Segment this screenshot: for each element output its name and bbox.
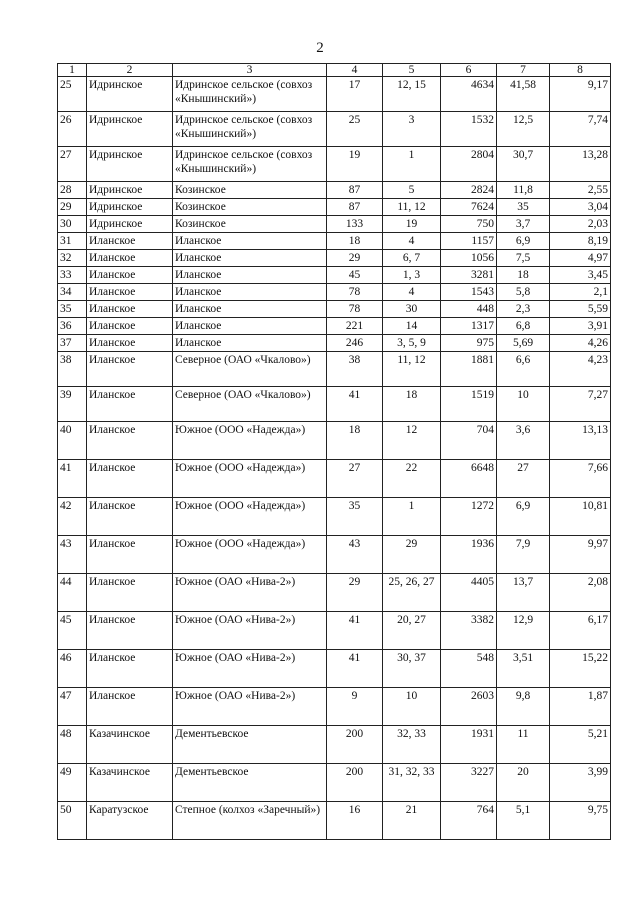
value-cell-7: 10 xyxy=(497,387,550,422)
value-cell-4: 18 xyxy=(327,233,383,250)
value-cell-6: 1881 xyxy=(441,352,497,387)
value-cell-6: 1157 xyxy=(441,233,497,250)
value-cell-7: 30,7 xyxy=(497,147,550,182)
settlement-cell: Южное (ООО «Надежда») xyxy=(173,536,327,574)
value-cell-4: 221 xyxy=(327,318,383,335)
settlement-cell: Иланское xyxy=(173,267,327,284)
value-cell-6: 3281 xyxy=(441,267,497,284)
value-cell-8: 4,26 xyxy=(550,335,611,352)
value-cell-4: 200 xyxy=(327,726,383,764)
value-cell-8: 3,91 xyxy=(550,318,611,335)
value-cell-4: 19 xyxy=(327,147,383,182)
settlement-cell: Южное (ОАО «Нива-2») xyxy=(173,688,327,726)
value-cell-5: 19 xyxy=(383,216,441,233)
value-cell-5: 1 xyxy=(383,498,441,536)
table-row xyxy=(58,688,611,726)
value-cell-6: 1936 xyxy=(441,536,497,574)
row-number-cell: 39 xyxy=(58,387,87,422)
value-cell-6: 1931 xyxy=(441,726,497,764)
table-row xyxy=(58,387,611,422)
value-cell-7: 3,6 xyxy=(497,422,550,460)
value-cell-5: 18 xyxy=(383,387,441,422)
district-cell: Идринское xyxy=(87,199,173,216)
value-cell-7: 41,58 xyxy=(497,77,550,112)
header-cell: 1 xyxy=(58,64,87,77)
value-cell-5: 29 xyxy=(383,536,441,574)
value-cell-7: 7,9 xyxy=(497,536,550,574)
district-cell: Иланское xyxy=(87,335,173,352)
row-number-cell: 41 xyxy=(58,460,87,498)
district-cell: Казачинское xyxy=(87,726,173,764)
value-cell-7: 11 xyxy=(497,726,550,764)
value-cell-6: 1056 xyxy=(441,250,497,267)
value-cell-5: 1, 3 xyxy=(383,267,441,284)
value-cell-6: 2824 xyxy=(441,182,497,199)
value-cell-7: 5,1 xyxy=(497,802,550,840)
table-row xyxy=(58,536,611,574)
row-number-cell: 25 xyxy=(58,77,87,112)
value-cell-5: 30, 37 xyxy=(383,650,441,688)
district-cell: Иланское xyxy=(87,301,173,318)
value-cell-4: 87 xyxy=(327,199,383,216)
settlement-cell: Иланское xyxy=(173,250,327,267)
settlement-cell: Южное (ООО «Надежда») xyxy=(173,460,327,498)
value-cell-8: 10,81 xyxy=(550,498,611,536)
settlement-cell: Иланское xyxy=(173,335,327,352)
value-cell-6: 2603 xyxy=(441,688,497,726)
row-number-cell: 35 xyxy=(58,301,87,318)
value-cell-7: 12,5 xyxy=(497,112,550,147)
value-cell-7: 2,3 xyxy=(497,301,550,318)
district-cell: Иланское xyxy=(87,498,173,536)
value-cell-4: 25 xyxy=(327,112,383,147)
settlement-cell: Южное (ОАО «Нива-2») xyxy=(173,574,327,612)
value-cell-7: 6,9 xyxy=(497,233,550,250)
value-cell-6: 6648 xyxy=(441,460,497,498)
value-cell-5: 22 xyxy=(383,460,441,498)
value-cell-8: 13,28 xyxy=(550,147,611,182)
row-number-cell: 30 xyxy=(58,216,87,233)
row-number-cell: 38 xyxy=(58,352,87,387)
value-cell-8: 9,75 xyxy=(550,802,611,840)
district-cell: Иланское xyxy=(87,688,173,726)
district-cell: Идринское xyxy=(87,147,173,182)
value-cell-8: 3,99 xyxy=(550,764,611,802)
value-cell-5: 1 xyxy=(383,147,441,182)
settlement-cell: Иланское xyxy=(173,318,327,335)
settlement-cell: Южное (ООО «Надежда») xyxy=(173,422,327,460)
row-number-cell: 40 xyxy=(58,422,87,460)
value-cell-6: 704 xyxy=(441,422,497,460)
settlement-cell: Южное (ОАО «Нива-2») xyxy=(173,612,327,650)
value-cell-4: 41 xyxy=(327,612,383,650)
table-row xyxy=(58,460,611,498)
settlement-cell: Козинское xyxy=(173,182,327,199)
value-cell-7: 6,6 xyxy=(497,352,550,387)
value-cell-7: 3,7 xyxy=(497,216,550,233)
settlement-cell: Иланское xyxy=(173,284,327,301)
value-cell-5: 4 xyxy=(383,284,441,301)
value-cell-8: 2,03 xyxy=(550,216,611,233)
value-cell-7: 13,7 xyxy=(497,574,550,612)
district-cell: Идринское xyxy=(87,216,173,233)
value-cell-6: 1543 xyxy=(441,284,497,301)
settlement-cell: Южное (ОАО «Нива-2») xyxy=(173,650,327,688)
district-cell: Идринское xyxy=(87,112,173,147)
value-cell-4: 16 xyxy=(327,802,383,840)
district-cell: Иланское xyxy=(87,387,173,422)
header-cell: 3 xyxy=(173,64,327,77)
row-number-cell: 37 xyxy=(58,335,87,352)
settlement-cell: Южное (ООО «Надежда») xyxy=(173,498,327,536)
value-cell-8: 2,08 xyxy=(550,574,611,612)
value-cell-8: 5,59 xyxy=(550,301,611,318)
value-cell-6: 1272 xyxy=(441,498,497,536)
value-cell-6: 548 xyxy=(441,650,497,688)
district-cell: Иланское xyxy=(87,318,173,335)
district-cell: Иланское xyxy=(87,422,173,460)
value-cell-8: 13,13 xyxy=(550,422,611,460)
value-cell-7: 18 xyxy=(497,267,550,284)
value-cell-8: 3,04 xyxy=(550,199,611,216)
value-cell-4: 35 xyxy=(327,498,383,536)
value-cell-8: 2,55 xyxy=(550,182,611,199)
value-cell-8: 4,97 xyxy=(550,250,611,267)
value-cell-8: 4,23 xyxy=(550,352,611,387)
value-cell-5: 21 xyxy=(383,802,441,840)
district-cell: Иланское xyxy=(87,574,173,612)
row-number-cell: 28 xyxy=(58,182,87,199)
value-cell-4: 45 xyxy=(327,267,383,284)
value-cell-6: 4634 xyxy=(441,77,497,112)
district-cell: Казачинское xyxy=(87,764,173,802)
settlement-cell: Северное (ОАО «Чкалово») xyxy=(173,387,327,422)
value-cell-4: 38 xyxy=(327,352,383,387)
row-number-cell: 48 xyxy=(58,726,87,764)
settlement-cell: Северное (ОАО «Чкалово») xyxy=(173,352,327,387)
value-cell-6: 3382 xyxy=(441,612,497,650)
value-cell-4: 29 xyxy=(327,574,383,612)
table-row xyxy=(58,498,611,536)
value-cell-4: 246 xyxy=(327,335,383,352)
value-cell-7: 7,5 xyxy=(497,250,550,267)
value-cell-7: 12,9 xyxy=(497,612,550,650)
value-cell-7: 11,8 xyxy=(497,182,550,199)
table-row xyxy=(58,352,611,387)
value-cell-6: 1317 xyxy=(441,318,497,335)
value-cell-8: 1,87 xyxy=(550,688,611,726)
value-cell-5: 3 xyxy=(383,112,441,147)
value-cell-7: 27 xyxy=(497,460,550,498)
value-cell-4: 78 xyxy=(327,284,383,301)
row-number-cell: 29 xyxy=(58,199,87,216)
district-cell: Иланское xyxy=(87,250,173,267)
table-row xyxy=(58,267,611,284)
table-row xyxy=(58,422,611,460)
value-cell-5: 25, 26, 27 xyxy=(383,574,441,612)
value-cell-7: 9,8 xyxy=(497,688,550,726)
row-number-cell: 32 xyxy=(58,250,87,267)
table-row xyxy=(58,335,611,352)
table-row xyxy=(58,301,611,318)
value-cell-4: 78 xyxy=(327,301,383,318)
value-cell-6: 1532 xyxy=(441,112,497,147)
row-number-cell: 33 xyxy=(58,267,87,284)
value-cell-4: 200 xyxy=(327,764,383,802)
value-cell-5: 5 xyxy=(383,182,441,199)
value-cell-5: 12, 15 xyxy=(383,77,441,112)
table-row xyxy=(58,112,611,147)
header-cell: 5 xyxy=(383,64,441,77)
value-cell-7: 5,69 xyxy=(497,335,550,352)
table-row xyxy=(58,764,611,802)
value-cell-7: 3,51 xyxy=(497,650,550,688)
value-cell-4: 87 xyxy=(327,182,383,199)
row-number-cell: 42 xyxy=(58,498,87,536)
value-cell-7: 35 xyxy=(497,199,550,216)
row-number-cell: 46 xyxy=(58,650,87,688)
value-cell-6: 750 xyxy=(441,216,497,233)
row-number-cell: 27 xyxy=(58,147,87,182)
table-row xyxy=(58,802,611,840)
value-cell-5: 10 xyxy=(383,688,441,726)
value-cell-6: 975 xyxy=(441,335,497,352)
table-row xyxy=(58,612,611,650)
settlement-cell: Козинское xyxy=(173,199,327,216)
row-number-cell: 34 xyxy=(58,284,87,301)
district-cell: Иланское xyxy=(87,284,173,301)
settlement-cell: Иланское xyxy=(173,301,327,318)
value-cell-4: 41 xyxy=(327,387,383,422)
district-cell: Иланское xyxy=(87,460,173,498)
table-row xyxy=(58,199,611,216)
district-cell: Каратузское xyxy=(87,802,173,840)
value-cell-8: 8,19 xyxy=(550,233,611,250)
value-cell-5: 11, 12 xyxy=(383,199,441,216)
value-cell-8: 3,45 xyxy=(550,267,611,284)
header-cell: 2 xyxy=(87,64,173,77)
value-cell-7: 5,8 xyxy=(497,284,550,301)
district-cell: Идринское xyxy=(87,77,173,112)
value-cell-5: 6, 7 xyxy=(383,250,441,267)
value-cell-8: 9,97 xyxy=(550,536,611,574)
settlement-cell: Степное (колхоз «Заречный») xyxy=(173,802,327,840)
row-number-cell: 44 xyxy=(58,574,87,612)
value-cell-5: 20, 27 xyxy=(383,612,441,650)
value-cell-7: 6,8 xyxy=(497,318,550,335)
value-cell-7: 20 xyxy=(497,764,550,802)
row-number-cell: 43 xyxy=(58,536,87,574)
district-cell: Иланское xyxy=(87,267,173,284)
value-cell-6: 764 xyxy=(441,802,497,840)
row-number-cell: 47 xyxy=(58,688,87,726)
value-cell-8: 6,17 xyxy=(550,612,611,650)
value-cell-6: 448 xyxy=(441,301,497,318)
value-cell-5: 3, 5, 9 xyxy=(383,335,441,352)
settlement-cell: Дементьевское xyxy=(173,764,327,802)
settlement-cell: Козинское xyxy=(173,216,327,233)
value-cell-8: 9,17 xyxy=(550,77,611,112)
value-cell-8: 7,74 xyxy=(550,112,611,147)
value-cell-4: 27 xyxy=(327,460,383,498)
value-cell-4: 18 xyxy=(327,422,383,460)
value-cell-5: 12 xyxy=(383,422,441,460)
value-cell-4: 41 xyxy=(327,650,383,688)
table-header-row xyxy=(58,64,611,77)
district-cell: Иланское xyxy=(87,536,173,574)
data-table xyxy=(57,63,611,840)
value-cell-5: 4 xyxy=(383,233,441,250)
settlement-cell: Идринское сельское (совхоз «Кнышинский») xyxy=(173,77,327,112)
value-cell-5: 11, 12 xyxy=(383,352,441,387)
row-number-cell: 50 xyxy=(58,802,87,840)
row-number-cell: 31 xyxy=(58,233,87,250)
value-cell-4: 29 xyxy=(327,250,383,267)
value-cell-4: 17 xyxy=(327,77,383,112)
district-cell: Иланское xyxy=(87,650,173,688)
district-cell: Иланское xyxy=(87,352,173,387)
value-cell-5: 30 xyxy=(383,301,441,318)
row-number-cell: 49 xyxy=(58,764,87,802)
table-row xyxy=(58,216,611,233)
district-cell: Иланское xyxy=(87,612,173,650)
settlement-cell: Идринское сельское (совхоз «Кнышинский») xyxy=(173,112,327,147)
value-cell-8: 7,27 xyxy=(550,387,611,422)
settlement-cell: Идринское сельское (совхоз «Кнышинский») xyxy=(173,147,327,182)
table-row xyxy=(58,77,611,112)
value-cell-8: 15,22 xyxy=(550,650,611,688)
table-row xyxy=(58,284,611,301)
row-number-cell: 36 xyxy=(58,318,87,335)
value-cell-6: 3227 xyxy=(441,764,497,802)
table-row xyxy=(58,147,611,182)
table-row xyxy=(58,250,611,267)
settlement-cell: Дементьевское xyxy=(173,726,327,764)
table-row xyxy=(58,574,611,612)
district-cell: Идринское xyxy=(87,182,173,199)
value-cell-4: 43 xyxy=(327,536,383,574)
value-cell-4: 133 xyxy=(327,216,383,233)
value-cell-5: 14 xyxy=(383,318,441,335)
header-cell: 6 xyxy=(441,64,497,77)
settlement-cell: Иланское xyxy=(173,233,327,250)
value-cell-5: 31, 32, 33 xyxy=(383,764,441,802)
value-cell-5: 32, 33 xyxy=(383,726,441,764)
row-number-cell: 45 xyxy=(58,612,87,650)
header-cell: 4 xyxy=(327,64,383,77)
table-row xyxy=(58,650,611,688)
value-cell-4: 9 xyxy=(327,688,383,726)
row-number-cell: 26 xyxy=(58,112,87,147)
header-cell: 7 xyxy=(497,64,550,77)
value-cell-6: 2804 xyxy=(441,147,497,182)
value-cell-7: 6,9 xyxy=(497,498,550,536)
value-cell-6: 4405 xyxy=(441,574,497,612)
value-cell-8: 2,1 xyxy=(550,284,611,301)
value-cell-6: 7624 xyxy=(441,199,497,216)
table-row xyxy=(58,233,611,250)
header-cell: 8 xyxy=(550,64,611,77)
table-row xyxy=(58,726,611,764)
table-row xyxy=(58,318,611,335)
page-number: 2 xyxy=(316,40,324,56)
value-cell-8: 7,66 xyxy=(550,460,611,498)
table-row xyxy=(58,182,611,199)
district-cell: Иланское xyxy=(87,233,173,250)
value-cell-6: 1519 xyxy=(441,387,497,422)
value-cell-8: 5,21 xyxy=(550,726,611,764)
